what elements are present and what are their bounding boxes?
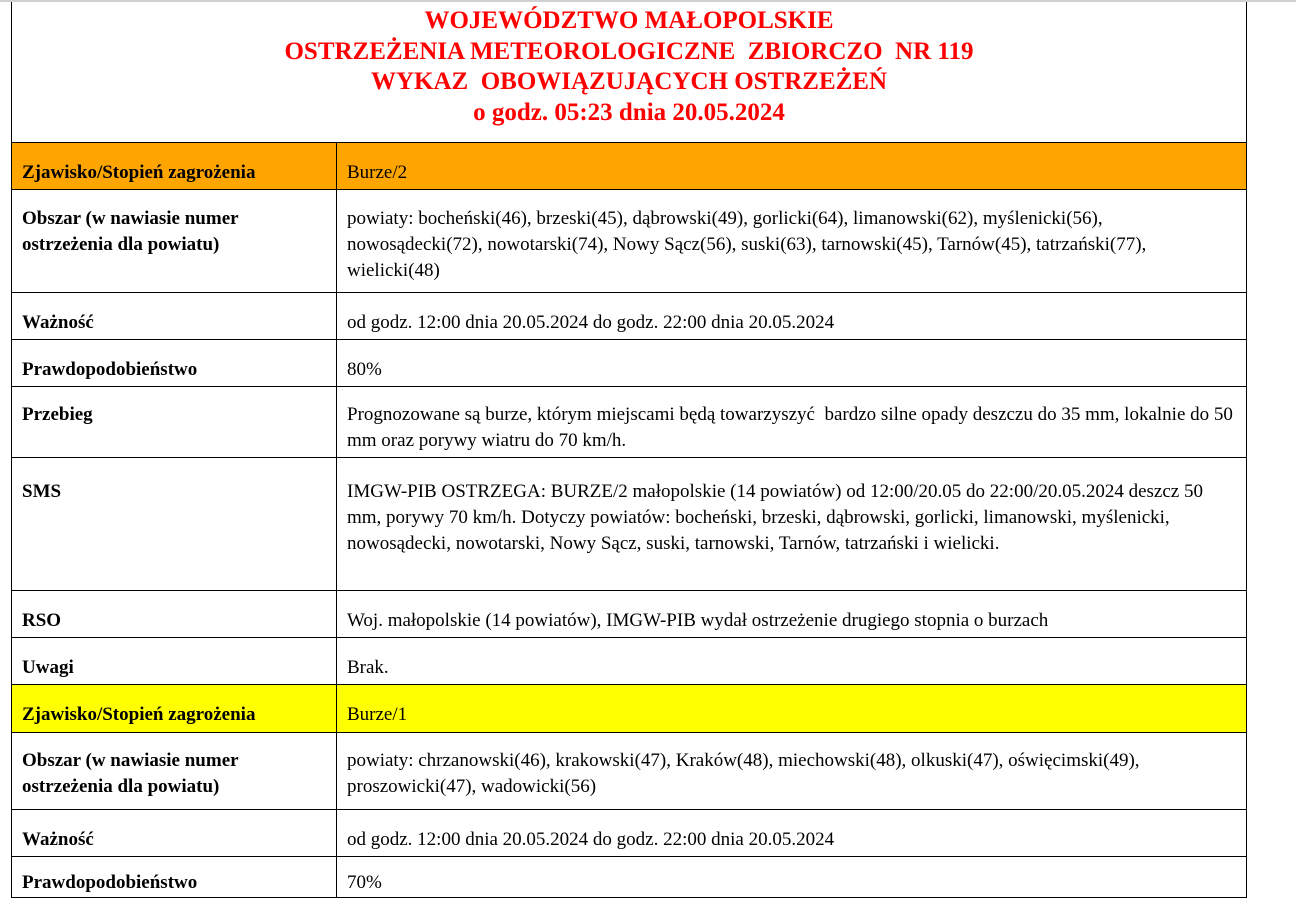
warning-1-sms-row bbox=[12, 458, 1247, 591]
document-title bbox=[11, 2, 1247, 142]
warning-1-notes-row bbox=[12, 638, 1247, 685]
sms-label: SMS bbox=[12, 458, 337, 591]
probability-label: Prawdopodobieństwo bbox=[12, 857, 337, 898]
title-timestamp: o godz. 05:23 dnia 20.05.2024 bbox=[473, 98, 785, 126]
rso-label: RSO bbox=[12, 591, 337, 638]
warning-document bbox=[11, 2, 1247, 898]
phenomenon-value: Burze/2 bbox=[337, 143, 1247, 190]
warning-1-phenomenon-row bbox=[12, 143, 1247, 190]
probability-value: 70% bbox=[337, 857, 1247, 898]
warning-1-validity-row bbox=[12, 293, 1247, 340]
sms-value: IMGW-PIB OSTRZEGA: BURZE/2 małopolskie (14 powiatów) od 12:00/20.05 do 22:00/20.05.2024 deszcz 50 mm, porywy 70 km/h. Dotyczy powiatów: bocheński, brzeski, dąbrowski, gorlicki, limanowski, myślenicki, nowosądecki, nowotarski, Nowy Sącz, suski, tarnowski, Tarnów, tatrzański i wielicki. bbox=[337, 458, 1247, 591]
probability-value: 80% bbox=[337, 340, 1247, 387]
title-warning-number: OSTRZEŻENIA METEOROLOGICZNE ZBIORCZO NR 119 bbox=[284, 37, 974, 65]
phenomenon-label: Zjawisko/Stopień zagrożenia bbox=[12, 685, 337, 733]
area-label: Obszar (w nawiasie numer ostrzeżenia dla powiatu) bbox=[12, 733, 337, 810]
warning-2-validity-row bbox=[12, 810, 1247, 857]
area-value: powiaty: chrzanowski(46), krakowski(47), Kraków(48), miechowski(48), olkuski(47), oświęcimski(49), proszowicki(47), wadowicki(56) bbox=[337, 733, 1247, 810]
warning-2-phenomenon-row bbox=[12, 685, 1247, 733]
warning-1-area-row bbox=[12, 190, 1247, 293]
area-value: powiaty: bocheński(46), brzeski(45), dąbrowski(49), gorlicki(64), limanowski(62), myślenicki(56), nowosądecki(72), nowotarski(74), Nowy Sącz(56), suski(63), tarnowski(45), Tarnów(45), tatrzański(77), wielicki(48) bbox=[337, 190, 1247, 293]
validity-label: Ważność bbox=[12, 810, 337, 857]
notes-label: Uwagi bbox=[12, 638, 337, 685]
warning-1-course-row bbox=[12, 387, 1247, 458]
notes-value: Brak. bbox=[337, 638, 1247, 685]
phenomenon-value: Burze/1 bbox=[337, 685, 1247, 733]
warnings-table bbox=[11, 142, 1247, 898]
warning-1-probability-row bbox=[12, 340, 1247, 387]
warning-2-probability-row bbox=[12, 857, 1247, 898]
warning-2-area-row bbox=[12, 733, 1247, 810]
validity-label: Ważność bbox=[12, 293, 337, 340]
course-label: Przebieg bbox=[12, 387, 337, 458]
title-voivodeship: WOJEWÓDZTWO MAŁOPOLSKIE bbox=[424, 7, 834, 34]
probability-label: Prawdopodobieństwo bbox=[12, 340, 337, 387]
validity-value: od godz. 12:00 dnia 20.05.2024 do godz. 22:00 dnia 20.05.2024 bbox=[337, 810, 1247, 857]
title-list: WYKAZ OBOWIĄZUJĄCYCH OSTRZEŻEŃ bbox=[370, 68, 888, 95]
warning-1-rso-row bbox=[12, 591, 1247, 638]
phenomenon-label: Zjawisko/Stopień zagrożenia bbox=[12, 143, 337, 190]
area-label: Obszar (w nawiasie numer ostrzeżenia dla powiatu) bbox=[12, 190, 337, 293]
course-value: Prognozowane są burze, którym miejscami będą towarzyszyć bardzo silne opady deszczu do 35 mm, lokalnie do 50 mm oraz porywy wiatru do 70 km/h. bbox=[337, 387, 1247, 458]
rso-value: Woj. małopolskie (14 powiatów), IMGW-PIB wydał ostrzeżenie drugiego stopnia o burzach bbox=[337, 591, 1247, 638]
validity-value: od godz. 12:00 dnia 20.05.2024 do godz. 22:00 dnia 20.05.2024 bbox=[337, 293, 1247, 340]
